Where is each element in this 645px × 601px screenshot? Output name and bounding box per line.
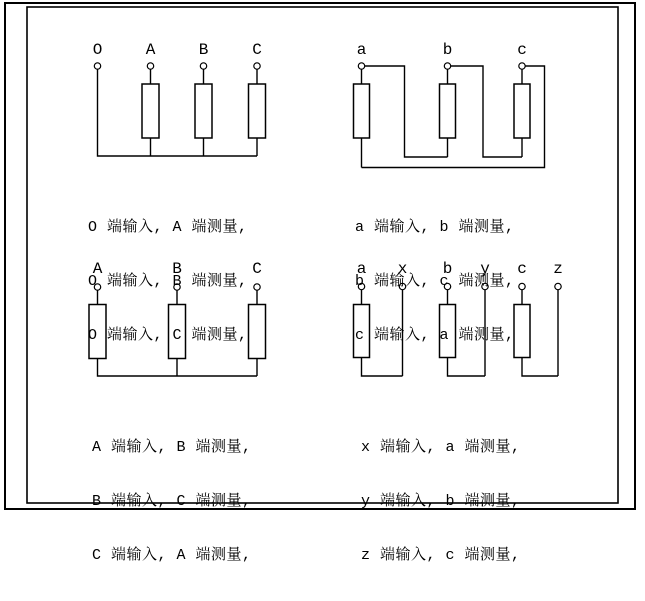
measure-step-line: B 端输入, C 端测量, [92,493,252,510]
winding-rect [142,84,159,138]
terminal-label-bl-B: B [172,260,182,278]
winding-rect [249,305,266,359]
terminal-circle [254,63,260,69]
terminal-circle [147,63,153,69]
winding-rect [440,84,456,138]
description-bottom-right [361,403,521,601]
winding-rect [514,84,530,138]
terminal-label-bl-C: C [252,260,262,278]
measure-step-line: A 端输入, B 端测量, [92,439,252,456]
terminal-label-tl-O: O [92,41,103,59]
terminal-label-tl-A: A [145,41,156,59]
terminal-label-br-y: y [480,260,490,278]
terminal-label-br-x: x [397,260,408,278]
terminal-label-tl-C: C [252,41,262,59]
measure-step-line: a 端输入, b 端测量, [355,219,515,236]
terminal-label-tr-a: a [356,41,367,59]
winding-rect [249,84,266,138]
terminal-label-br-c: c [517,260,527,278]
description-bottom-left [92,403,252,601]
terminal-circle [254,284,260,290]
diagram-top-right-wires [354,63,545,168]
measure-step-line: C 端输入, A 端测量, [92,547,252,564]
diagram-top-left-wires [94,63,265,156]
terminal-label-tl-B: B [198,41,209,59]
terminal-label-br-b: b [442,260,453,278]
measure-step-line: x 端输入, a 端测量, [361,439,521,456]
terminal-circle [519,283,525,289]
measure-step-line: c 端输入, a 端测量, [355,327,515,344]
wire [98,69,258,156]
terminal-circle [358,63,364,69]
measure-step-line: O 端输入, B 端测量, [88,273,248,290]
winding-rect [354,84,370,138]
terminal-circle [200,63,206,69]
terminal-label-tr-c: c [517,41,527,59]
terminal-circle [519,63,525,69]
measure-step-line: O 端输入, C 端测量, [88,327,248,344]
terminal-label-bl-A: A [92,260,103,278]
measure-step-line: y 端输入, b 端测量, [361,493,521,510]
description-top-left [88,183,248,381]
description-top-right [355,183,515,381]
terminal-label-br-z: z [553,260,563,278]
terminal-label-br-a: a [356,260,367,278]
measure-step-line: b 端输入, c 端测量, [355,273,515,290]
terminal-circle [555,283,561,289]
terminal-circle [444,63,450,69]
winding-rect [195,84,212,138]
terminal-label-tr-b: b [442,41,453,59]
terminal-circle [94,63,100,69]
winding-rect [514,305,530,358]
measure-step-line: O 端输入, A 端测量, [88,219,248,236]
measure-step-line: z 端输入, c 端测量, [361,547,521,564]
